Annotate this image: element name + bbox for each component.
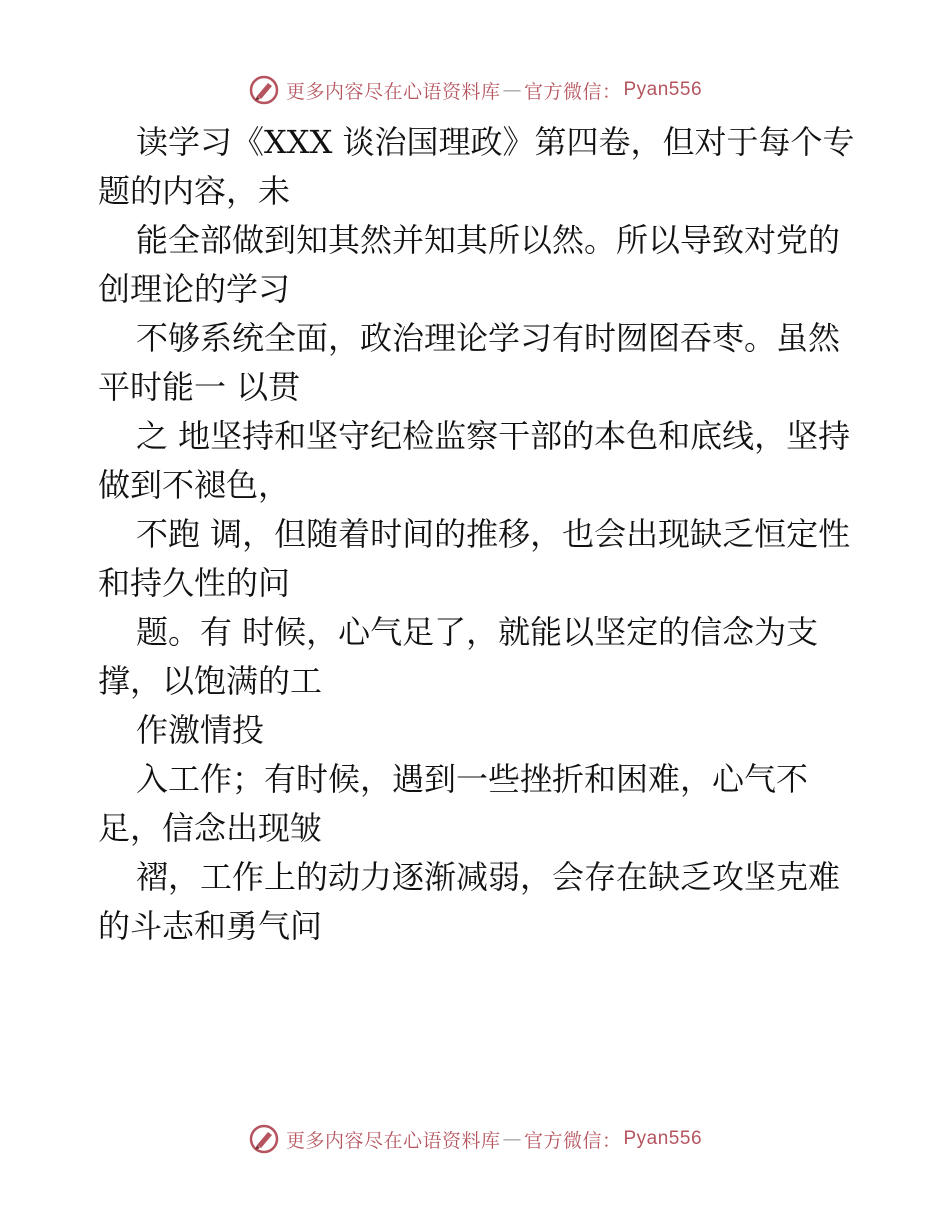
watermark-wechat-label: 官方微信： (523, 1129, 622, 1152)
paragraph-4: 之 地坚持和坚守纪检监察干部的本色和底线，坚持做到不褪色， (98, 417, 851, 504)
paragraph-8: 入工作；有时候，遇到一些挫折和困难，心气不足，信念出现皱 (98, 760, 809, 847)
paragraph-9: 褶，工作上的动力逐渐减弱，会存在缺乏攻坚克难的斗志和勇气问 (98, 858, 841, 945)
document-body (98, 118, 858, 951)
footer-watermark (0, 1117, 950, 1161)
paragraph-3: 不够系统全面，政治理论学习有时囫囵吞枣。虽然平时能一 以贯 (98, 319, 841, 406)
watermark-wechat-id: Pyan556 (623, 79, 703, 100)
brand-logo-icon (248, 74, 280, 106)
watermark-separator: — (502, 1128, 522, 1150)
paragraph-1: 读学习《XXX 谈治国理政》第四卷，但对于每个专题的内容，未 (98, 123, 855, 210)
brand-logo-icon (248, 1123, 280, 1155)
paragraph-2: 能全部做到知其然并知其所以然。所以导致对党的创理论的学习 (98, 221, 841, 308)
watermark-separator: — (502, 79, 522, 101)
paragraph-6: 题。有 时候，心气足了，就能以坚定的信念为支撑，以饱满的工 (98, 613, 819, 700)
header-watermark (0, 68, 950, 112)
watermark-wechat-label: 官方微信： (523, 80, 622, 103)
watermark-wechat-id: Pyan556 (623, 1128, 703, 1149)
watermark-brand-text: 更多内容尽在心语资料库 (285, 80, 501, 103)
paragraph-5: 不跑 调，但随着时间的推移，也会出现缺乏恒定性和持久性的问 (98, 515, 851, 602)
paragraph-7: 作激情投 (136, 711, 265, 749)
watermark-brand-text: 更多内容尽在心语资料库 (285, 1129, 501, 1152)
